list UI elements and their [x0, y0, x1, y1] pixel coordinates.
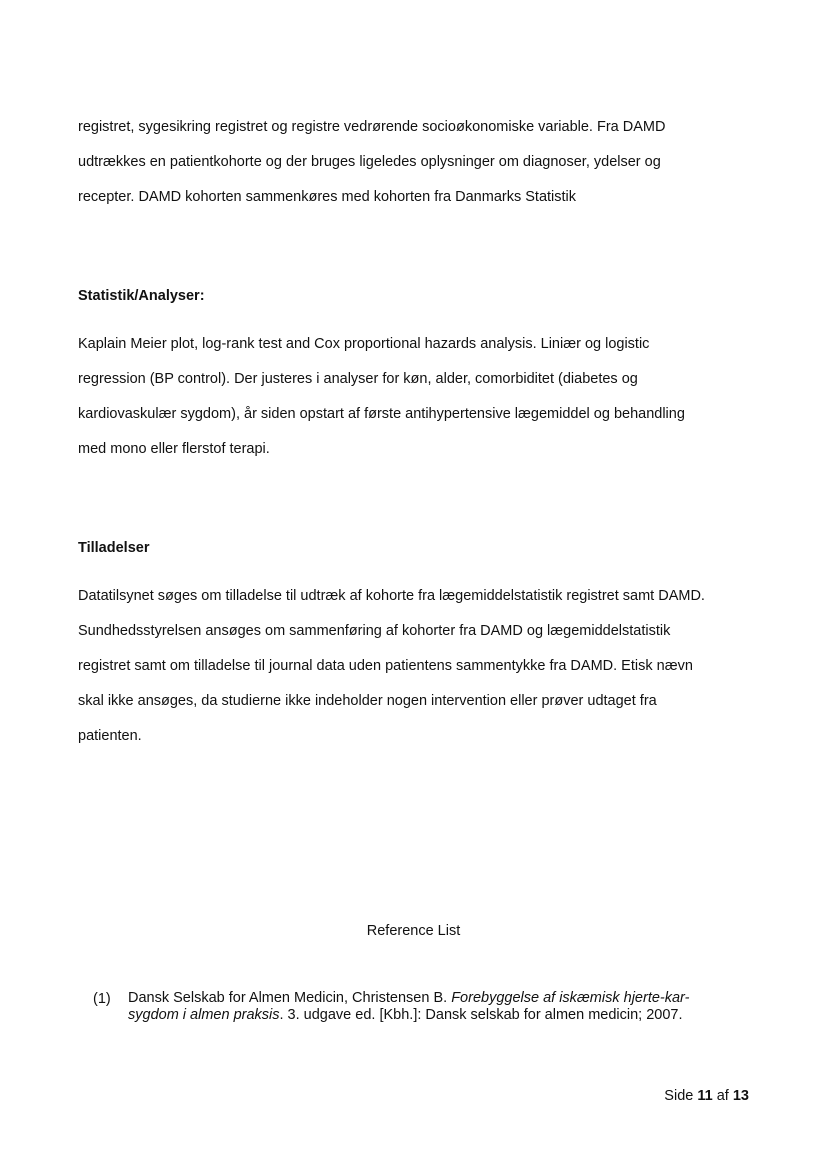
reference-number: (1)	[93, 991, 111, 1007]
reference-authors: Dansk Selskab for Almen Medicin, Christensen B.	[128, 990, 448, 1006]
footer-prefix: Side	[664, 1088, 694, 1104]
paragraph-line: udtrækkes en patientkohorte og der bruges ligeledes oplysninger om diagnoser, ydelser og	[78, 154, 661, 170]
paragraph-line: registret samt om tilladelse til journal data uden patientens sammentykke fra DAMD. Etisk nævn	[78, 658, 693, 674]
footer-page-total: 13	[732, 1088, 749, 1104]
paragraph-line: Sundhedsstyrelsen ansøges om sammenføring af kohorter fra DAMD og lægemiddelstatistik	[78, 623, 671, 639]
section-heading-statistik: Statistik/Analyser:	[78, 288, 205, 304]
page-footer	[664, 1087, 749, 1105]
footer-page-number: 11	[697, 1088, 713, 1104]
paragraph-line: regression (BP control). Der justeres i analyser for køn, alder, comorbiditet (diabetes og	[78, 371, 638, 387]
paragraph-line: skal ikke ansøges, da studierne ikke indeholder nogen intervention eller prøver udtaget fra	[78, 693, 657, 709]
paragraph-line: kardiovaskulær sygdom), år siden opstart af første antihypertensive lægemiddel og behandling	[78, 406, 685, 422]
footer-separator: af	[716, 1088, 729, 1104]
paragraph-line: patienten.	[78, 728, 142, 744]
paragraph-line: recepter. DAMD kohorten sammenkøres med kohorten fra Danmarks Statistik	[78, 189, 577, 205]
paragraph-line: Kaplain Meier plot, log-rank test and Cox proportional hazards analysis. Liniær og logistic	[78, 336, 650, 352]
section-heading-tilladelser: Tilladelser	[78, 540, 150, 556]
paragraph-line: med mono eller flerstof terapi.	[78, 441, 270, 457]
reference-title: Forebyggelse af iskæmisk hjerte-kar-sygdom i almen praksis	[128, 990, 690, 1023]
paragraph-line: Datatilsynet søges om tilladelse til udtræk af kohorte fra lægemiddelstatistik registret samt DAMD.	[78, 588, 705, 604]
reference-details: . 3. udgave ed. [Kbh.]: Dansk selskab for almen medicin; 2007.	[279, 1007, 683, 1023]
reference-entry	[128, 990, 728, 1024]
paragraph-line: registret, sygesikring registret og registre vedrørende socioøkonomiske variable. Fra DAMD	[78, 119, 666, 135]
reference-list-title: Reference List	[366, 923, 461, 939]
